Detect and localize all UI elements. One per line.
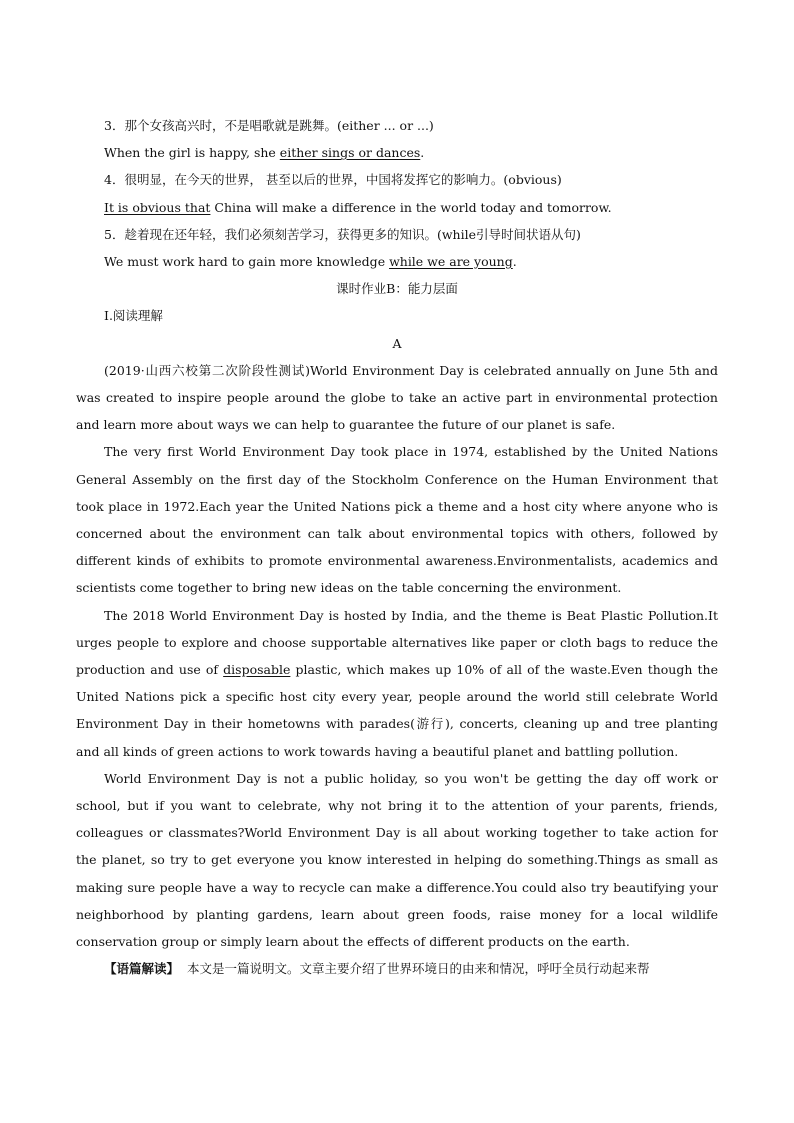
question-3-answer [76, 139, 718, 166]
answer-text: . [420, 145, 425, 161]
question-4-prompt: 4．很明显，在今天的世界， 甚至以后的世界，中国将发挥它的影响力。(obvious) [104, 172, 562, 188]
answer-underlined: either sings or dances [279, 145, 421, 161]
analysis-label: 【语篇解读】 [104, 961, 180, 977]
passage-paragraph-1 [76, 357, 718, 439]
answer-underlined: It is obvious that [104, 199, 211, 215]
question-4-answer [76, 194, 718, 221]
part-heading: Ⅰ.阅读理解 [104, 308, 163, 324]
document-page [76, 112, 718, 982]
answer-underlined: while we are young [389, 253, 513, 269]
paragraph-text: plastic, which makes up 10% of all of the waste.Even though the United Nations pick a specific host city every year, people around the world still celebrate World Environment Day in their hometowns with parades(游行), concerts, cleaning up and tree planting and all kinds of green actions to work towards having a beautiful planet and battling pollution. [76, 661, 718, 759]
paragraph-text: The 2018 World Environment Day is hosted by India, and the theme is Beat Plastic Pollution.It urges people to explore and choose supportable alternatives like paper or cloth bags to reduce the production and use of [76, 607, 718, 677]
analysis-text: 本文是一篇说明文。文章主要介绍了世界环境日的由来和情况，呼吁全员行动起来帮 [186, 961, 650, 977]
section-title: 课时作业B：能力层面 [336, 281, 458, 297]
passage-paragraph-3 [76, 602, 718, 765]
passage-paragraph-4: World Environment Day is not a public holiday, so you won't be getting the day off work or school, but if you want to celebrate, why not bring it to the attention of your parents, friends, colleagues or classmates?World Environment Day is all about working together to take action for the planet, so try to get everyone you know interested in helping do something.Things as small as making sure people have a way to recycle can make a difference.You could also try beautifying your neighborhood by planting gardens, learn about green foods, raise money for a local wildlife conservation group or simply learn about the effects of different products on the earth. [76, 770, 718, 949]
question-5-prompt: 5．趁着现在还年轻，我们必须刻苦学习，获得更多的知识。(while引导时间状语从句) [104, 226, 581, 242]
answer-text: . [512, 253, 517, 269]
passage-source: (2019·山西六校第二次阶段性测试) [104, 362, 311, 378]
underlined-word: disposable [223, 661, 291, 677]
answer-text: We must work hard to gain more knowledge [104, 253, 390, 269]
answer-text: When the girl is happy, she [104, 145, 280, 161]
answer-text: China will make a difference in the world today and tomorrow. [210, 199, 612, 215]
passage-paragraph-2: The very first World Environment Day took place in 1974, established by the United Nations General Assembly on the first day of the Stockholm Conference on the Human Environment that took place in 1972.Each year the United Nations pick a theme and a host city where anyone who is concerned about the environment can talk about environmental topics with others, followed by different kinds of exhibits to promote environmental awareness.Environmentalists, academics and scientists come together to bring new ideas on the table concerning the environment. [76, 444, 718, 596]
question-3-prompt: 3．那个女孩高兴时，不是唱歌就是跳舞。(either ... or ...) [104, 118, 434, 133]
analysis-line [76, 955, 718, 982]
question-5-answer [76, 248, 718, 275]
passage-label: A [392, 335, 402, 351]
paragraph-text: World Environment Day is celebrated annually on June 5th and was created to inspire people around the globe to take an active part in environmental protection and learn more about ways we can help to guarantee the future of our planet is safe. [76, 362, 718, 433]
